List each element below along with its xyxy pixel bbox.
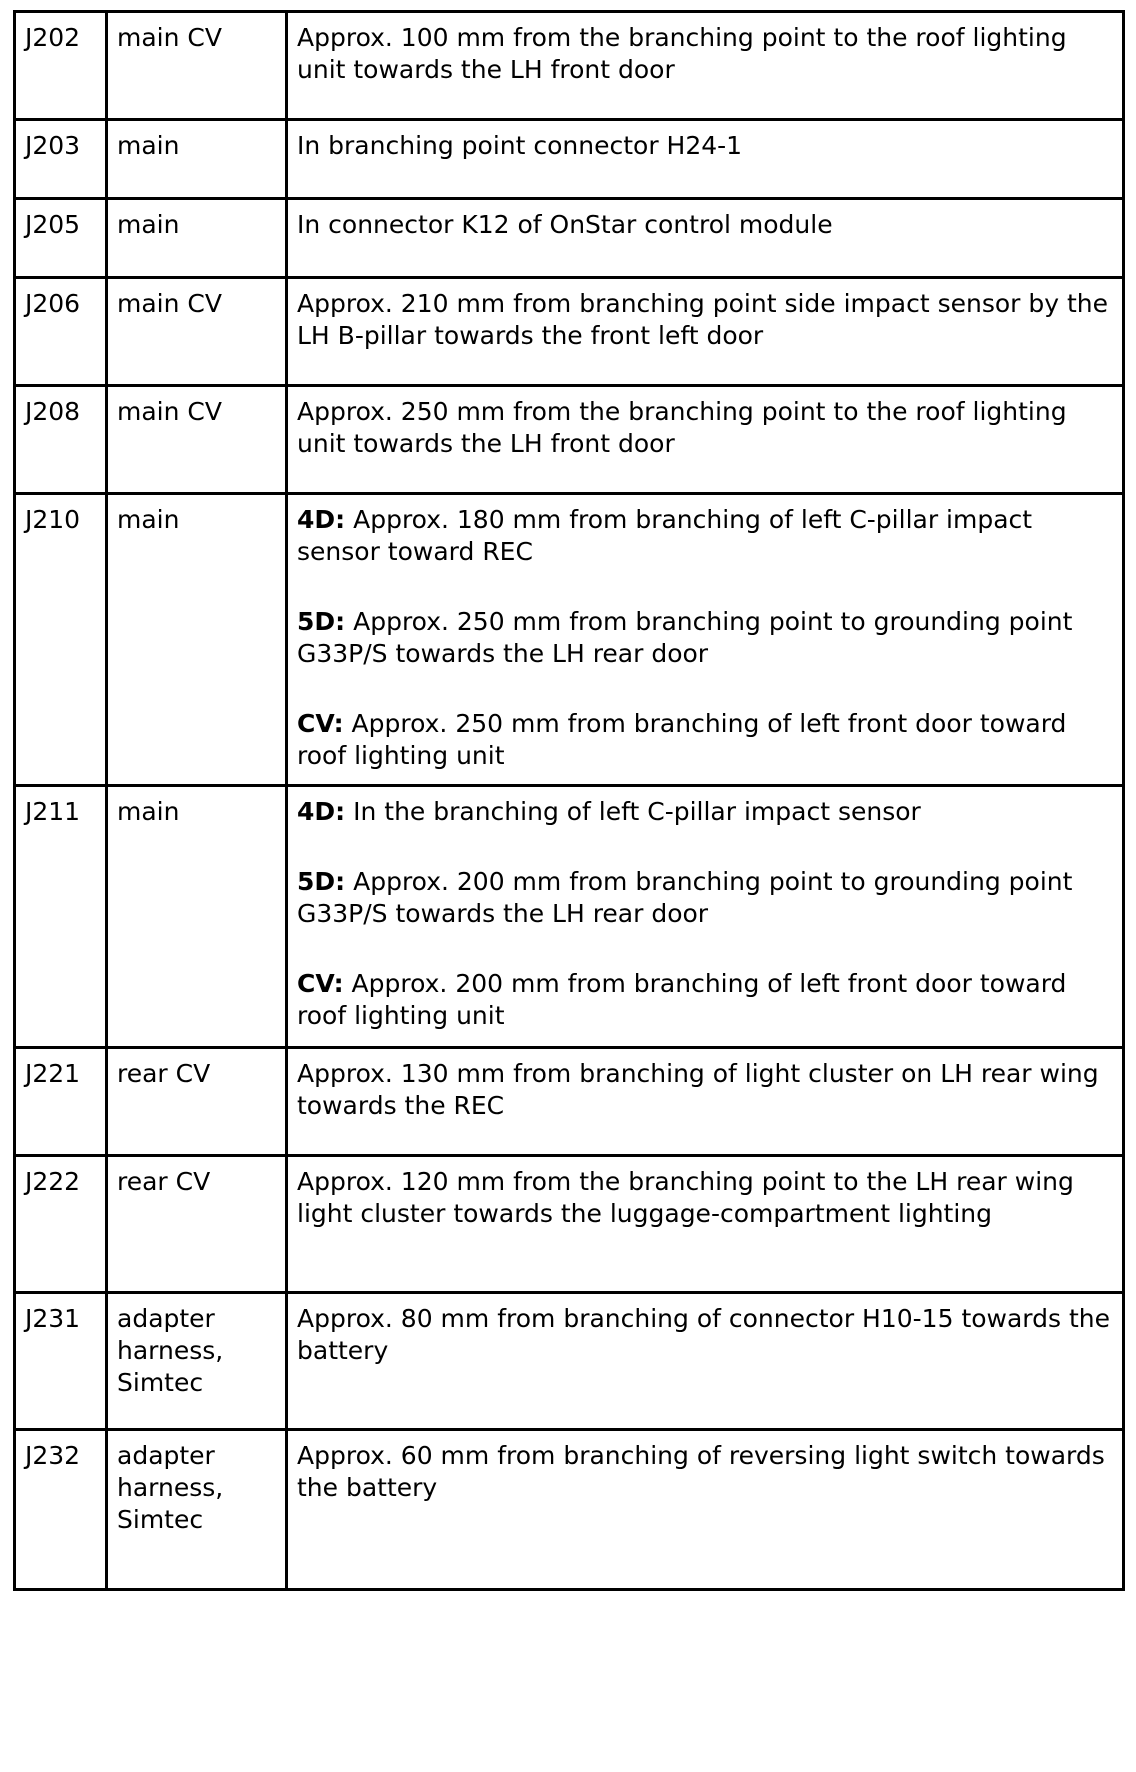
- location-variant: [297, 22, 1114, 86]
- location-cell: [287, 386, 1124, 494]
- variant-tag: 5D:: [297, 867, 346, 896]
- variant-text: Approx. 250 mm from branching point to grounding point G33P/S towards the LH rear door: [297, 607, 1073, 668]
- harness-cell: main CV: [107, 278, 287, 386]
- location-cell: [287, 120, 1124, 199]
- table-row: [15, 786, 1124, 1048]
- location-variant: [297, 396, 1114, 460]
- variant-text: Approx. 80 mm from branching of connector H10-15 towards the battery: [297, 1304, 1111, 1365]
- variant-text: In the branching of left C-pillar impact sensor: [353, 797, 921, 826]
- splice-id-cell: J222: [15, 1156, 107, 1293]
- splice-id-cell: J221: [15, 1048, 107, 1156]
- harness-cell: adapter harness, Simtec: [107, 1293, 287, 1430]
- table-row: [15, 1156, 1124, 1293]
- harness-cell: rear CV: [107, 1048, 287, 1156]
- table-row: [15, 278, 1124, 386]
- harness-cell: main CV: [107, 386, 287, 494]
- variant-tag: 4D:: [297, 797, 346, 826]
- harness-cell: main: [107, 199, 287, 278]
- variant-tag: 5D:: [297, 607, 346, 636]
- harness-cell: rear CV: [107, 1156, 287, 1293]
- splice-id-cell: J210: [15, 494, 107, 786]
- splice-id-cell: J211: [15, 786, 107, 1048]
- location-variant: [297, 606, 1114, 670]
- table-row: [15, 12, 1124, 120]
- variant-tag: CV:: [297, 969, 344, 998]
- variant-text: Approx. 130 mm from branching of light cluster on LH rear wing towards the REC: [297, 1059, 1099, 1120]
- splice-id-cell: J208: [15, 386, 107, 494]
- variant-text: Approx. 180 mm from branching of left C-pillar impact sensor toward REC: [297, 505, 1033, 566]
- variant-tag: 4D:: [297, 505, 346, 534]
- location-variant: [297, 796, 1114, 828]
- table-row: [15, 199, 1124, 278]
- location-variant: [297, 504, 1114, 568]
- variant-text: Approx. 200 mm from branching of left front door toward roof lighting unit: [297, 969, 1067, 1030]
- location-cell: [287, 199, 1124, 278]
- table-row: [15, 120, 1124, 199]
- location-cell: [287, 12, 1124, 120]
- variant-text: Approx. 210 mm from branching point side impact sensor by the LH B-pillar towards the front left door: [297, 289, 1109, 350]
- splice-location-table: [13, 10, 1125, 1591]
- location-cell: [287, 278, 1124, 386]
- variant-text: Approx. 250 mm from branching of left front door toward roof lighting unit: [297, 709, 1067, 770]
- splice-id-cell: J232: [15, 1430, 107, 1590]
- variant-text: Approx. 250 mm from the branching point to the roof lighting unit towards the LH front door: [297, 397, 1067, 458]
- table-row: [15, 494, 1124, 786]
- harness-cell: main: [107, 494, 287, 786]
- splice-id-cell: J205: [15, 199, 107, 278]
- variant-text: In branching point connector H24-1: [297, 131, 743, 160]
- table-row: [15, 1430, 1124, 1590]
- location-variant: [297, 708, 1114, 772]
- splice-id-cell: J231: [15, 1293, 107, 1430]
- location-variant: [297, 866, 1114, 930]
- table-row: [15, 386, 1124, 494]
- variant-text: Approx. 60 mm from branching of reversing light switch towards the battery: [297, 1441, 1105, 1502]
- table-row: [15, 1293, 1124, 1430]
- variant-text: Approx. 200 mm from branching point to grounding point G33P/S towards the LH rear door: [297, 867, 1073, 928]
- harness-cell: main CV: [107, 12, 287, 120]
- variant-tag: CV:: [297, 709, 344, 738]
- location-cell: [287, 786, 1124, 1048]
- harness-cell: main: [107, 120, 287, 199]
- harness-cell: main: [107, 786, 287, 1048]
- location-variant: [297, 130, 1114, 162]
- variant-text: Approx. 120 mm from the branching point to the LH rear wing light cluster towards the luggage-compartment lighting: [297, 1167, 1074, 1228]
- location-variant: [297, 1058, 1114, 1122]
- location-variant: [297, 1440, 1114, 1504]
- table-row: [15, 1048, 1124, 1156]
- table-body: [15, 12, 1124, 1590]
- location-cell: [287, 494, 1124, 786]
- variant-text: In connector K12 of OnStar control module: [297, 210, 833, 239]
- location-cell: [287, 1156, 1124, 1293]
- location-cell: [287, 1293, 1124, 1430]
- splice-id-cell: J206: [15, 278, 107, 386]
- location-variant: [297, 288, 1114, 352]
- location-cell: [287, 1048, 1124, 1156]
- location-variant: [297, 1166, 1114, 1230]
- location-variant: [297, 968, 1114, 1032]
- location-cell: [287, 1430, 1124, 1590]
- splice-id-cell: J203: [15, 120, 107, 199]
- location-variant: [297, 1303, 1114, 1367]
- harness-cell: adapter harness, Simtec: [107, 1430, 287, 1590]
- location-variant: [297, 209, 1114, 241]
- splice-id-cell: J202: [15, 12, 107, 120]
- variant-text: Approx. 100 mm from the branching point to the roof lighting unit towards the LH front door: [297, 23, 1067, 84]
